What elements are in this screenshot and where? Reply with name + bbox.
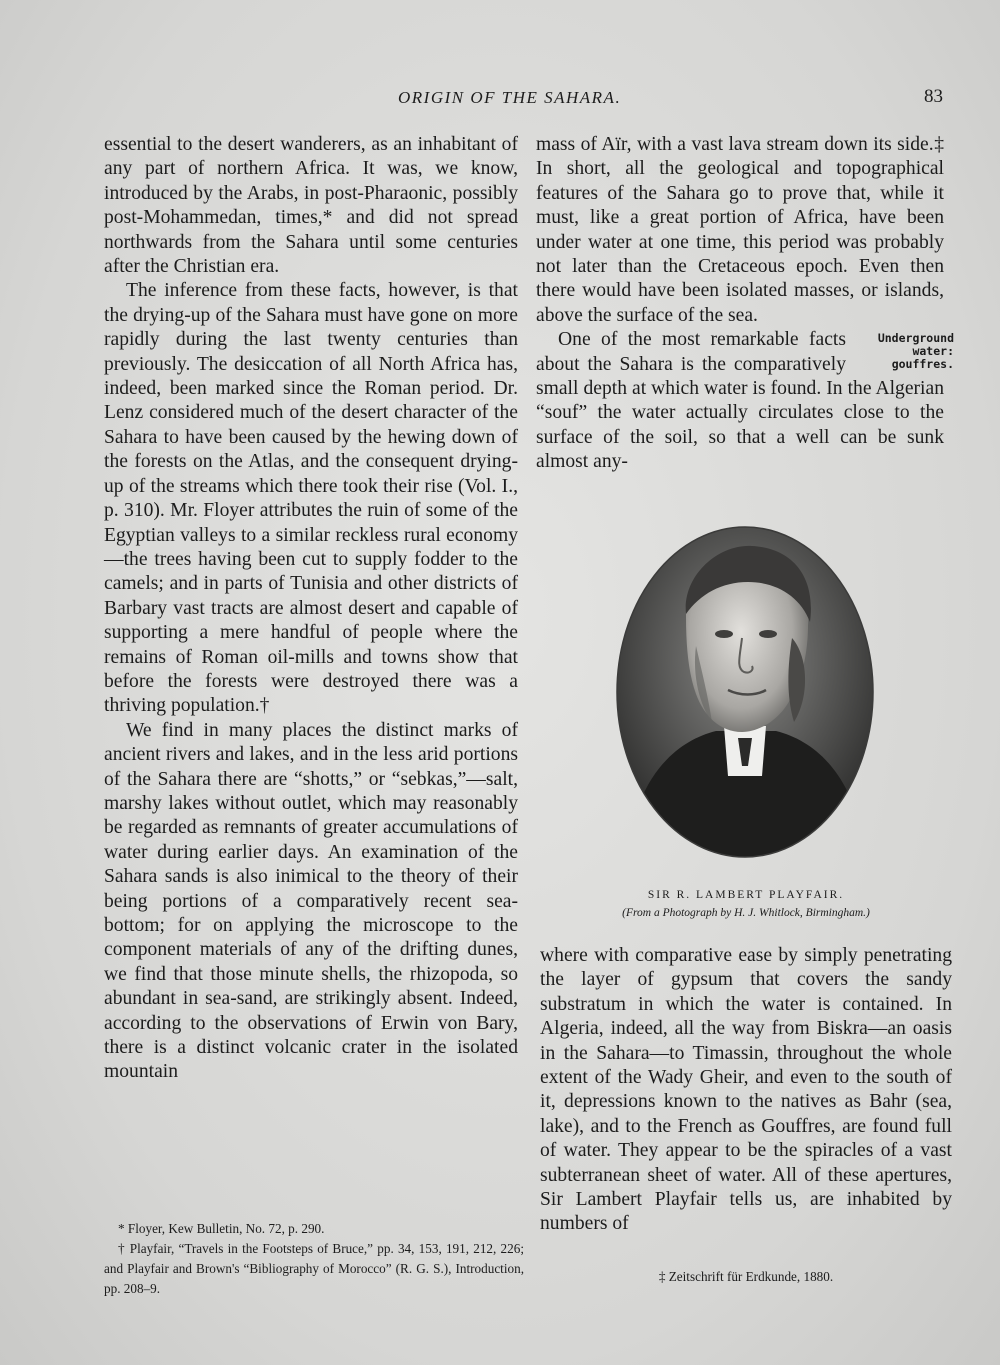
portrait-image bbox=[616, 526, 874, 858]
footnote-3: ‡ Zeitschrift für Erdkunde, 1880. bbox=[658, 1269, 834, 1284]
footnotes-left bbox=[104, 1219, 524, 1299]
running-head: ORIGIN OF THE SAHARA. bbox=[398, 88, 622, 107]
right-column-bottom bbox=[540, 944, 952, 1237]
right-paragraph-2-text: One of the most remarkable facts about the Sahara is the comparatively small depth at which water is found. In the Algerian “souf” the water actually circulates close to the surface of the soil, so that a well can be sunk almost any- bbox=[536, 329, 944, 473]
margin-note: Underground water: gouffres. bbox=[877, 331, 954, 372]
footnote-1: * Floyer, Kew Bulletin, No. 72, p. 290. bbox=[118, 1221, 325, 1236]
left-paragraph-1: essential to the desert wanderers, as an inhabitant of any part of northern Africa. It was, we know, introduced by the Arabs, in post-Pharaonic, possibly post-Mohammedan, times,* and did not spread northwards from the Sahara until some centuries after the Christian era. bbox=[104, 134, 518, 278]
right-paragraph-3: where with comparative ease by simply penetrating the layer of gypsum that covers the sandy substratum in which the water is contained. In Algeria, indeed, all the way from Biskra—an oasis in the Sahara—to Timassin, throughout the whole extent of the Wady Gheir, and even to the south of it, depressions known to the natives as Bahr (sea, lake), and to the French as Gouffres, are found full of water. They appear to be the spiracles of a vast subterranean sheet of water. All of these apertures, Sir Lambert Playfair tells us, are inhabited by numbers of bbox=[540, 945, 952, 1235]
left-paragraph-2: The inference from these facts, however, is that the drying-up of the Sahara must have gone on more rapidly during the last twenty centuries than previously. The desiccation of all North Africa has, indeed, been marked since the Roman period. Dr. Lenz considered much of the desert character of the Sahara to have been caused by the hewing down of the forests on the Atlas, and the consequent drying-up of the streams which there took their rise (Vol. I., p. 310). Mr. Floyer attributes the ruin of some of the Egyptian valleys to a similar reckless rural economy—the trees having been cut to supply fodder to the camels; and in parts of Tunisia and other districts of Barbary vast tracts are almost desert and capable of supporting a mere handful of people where the remains of Roman oil-mills and towns show that before the forests were destroyed there was a thriving population.† bbox=[104, 280, 518, 717]
portrait-engraving bbox=[616, 526, 874, 858]
left-paragraph-3: We find in many places the distinct marks of ancient rivers and lakes, and in the less arid portions of the Sahara there are “shotts,” or “sebkas,”—salt, marshy lakes without outlet, which may reasonably be regarded as remnants of greater accumulations of water during earlier days. An examination of the Sahara sands is also inimical to the theory of their being portions of a comparatively recent sea-bottom; for on applying the microscope to the component materials of any of the drifting dunes, we find that those minute shells, the rhizopoda, so abundant in sea-sand, are strikingly absent. Indeed, according to the observations of Erwin von Bary, there is a distinct volcanic crater in the isolated mountain bbox=[104, 719, 518, 1083]
right-paragraph-2 bbox=[536, 328, 954, 474]
footnote-2: † Playfair, “Travels in the Footsteps of Bruce,” pp. 34, 153, 191, 212, 226; and Playfair and Brown's “Bibliography of Morocco” (R. G. S.), Introduction, pp. 208–9. bbox=[104, 1241, 524, 1296]
portrait-caption-title: SIR R. LAMBERT PLAYFAIR. bbox=[647, 889, 845, 901]
right-paragraph-1: mass of Aïr, with a vast lava stream down its side.‡ In short, all the geological and topographical features of the Sahara go to prove that, while it must, like a great portion of Africa, have been under water at one time, this period was probably not later than the Cretaceous epoch. Even then there would have been isolated masses, or islands, above the surface of the sea. bbox=[536, 134, 944, 326]
right-column-top bbox=[536, 133, 954, 475]
portrait-caption-credit: (From a Photograph by H. J. Whitlock, Birmingham.) bbox=[622, 907, 870, 919]
page-number: 83 bbox=[924, 86, 943, 107]
left-column bbox=[104, 133, 518, 1085]
